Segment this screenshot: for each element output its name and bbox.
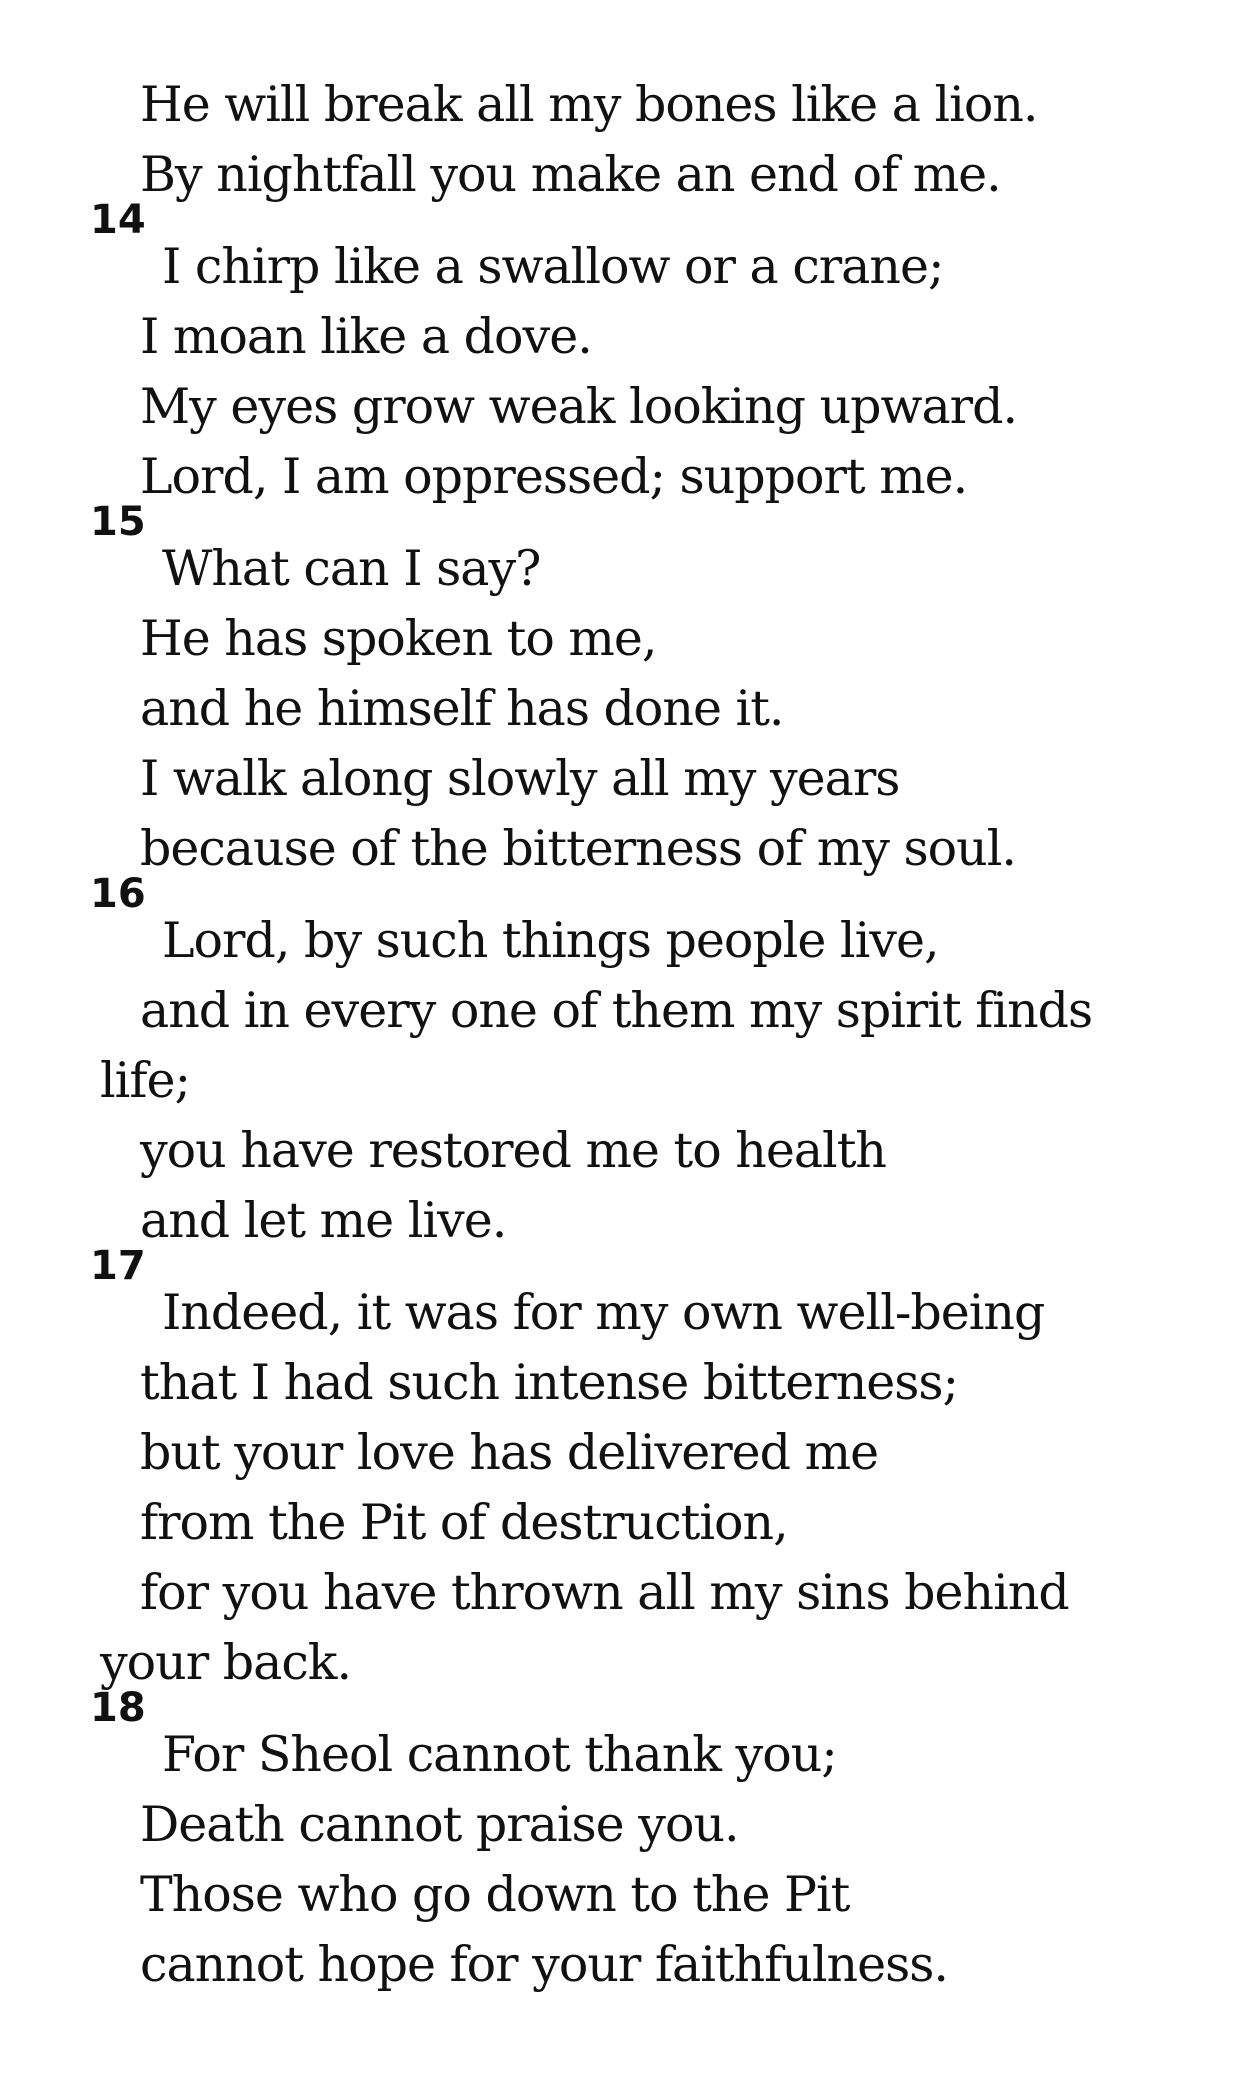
poetry-line: and let me live. <box>140 1192 507 1249</box>
poetry-line: I moan like a dove. <box>140 308 592 365</box>
poetry-line: for you have thrown all my sins behind <box>140 1564 1069 1621</box>
poetry-line: and in every one of them my spirit finds <box>140 982 1093 1039</box>
scripture-text <box>90 70 1160 2000</box>
poetry-line: that I had such intense bitterness; <box>140 1354 959 1411</box>
poetry-line-continuation: life; <box>100 1052 190 1109</box>
verse-number: 15 <box>90 499 146 545</box>
verse-15-line <box>90 499 1160 604</box>
verse-18-line <box>90 1685 1160 1790</box>
poetry-line: cannot hope for your faithfulness. <box>140 1936 948 1993</box>
poetry-line-text: Lord, by such things people live, <box>162 912 939 969</box>
verse-number: 16 <box>90 871 146 917</box>
poetry-line-text: Indeed, it was for my own well-being <box>162 1284 1045 1341</box>
poetry-line: Lord, I am oppressed; support me. <box>140 448 968 505</box>
poetry-line: He will break all my bones like a lion. <box>140 76 1038 133</box>
poetry-line: because of the bitterness of my soul. <box>140 820 1016 877</box>
verse-number: 14 <box>90 197 146 243</box>
poetry-line: My eyes grow weak looking upward. <box>140 378 1018 435</box>
poetry-line-text: For Sheol cannot thank you; <box>162 1726 837 1783</box>
poetry-line-text: What can I say? <box>162 540 541 597</box>
verse-number: 18 <box>90 1685 146 1731</box>
poetry-line-text: I chirp like a swallow or a crane; <box>162 238 944 295</box>
verse-17-line <box>90 1243 1160 1348</box>
poetry-line: Death cannot praise you. <box>140 1796 739 1853</box>
poetry-line: you have restored me to health <box>140 1122 886 1179</box>
poetry-line: and he himself has done it. <box>140 680 784 737</box>
verse-16-line <box>90 871 1160 976</box>
poetry-line: By nightfall you make an end of me. <box>140 146 1001 203</box>
poetry-line: I walk along slowly all my years <box>140 750 900 807</box>
verse-14-line <box>90 197 1160 302</box>
poetry-line: Those who go down to the Pit <box>140 1866 850 1923</box>
poetry-line: He has spoken to me, <box>140 610 657 667</box>
poetry-line-continuation: your back. <box>100 1634 352 1691</box>
verse-number: 17 <box>90 1243 146 1289</box>
poetry-line: but your love has delivered me <box>140 1424 879 1481</box>
poetry-line: from the Pit of destruction, <box>140 1494 788 1551</box>
